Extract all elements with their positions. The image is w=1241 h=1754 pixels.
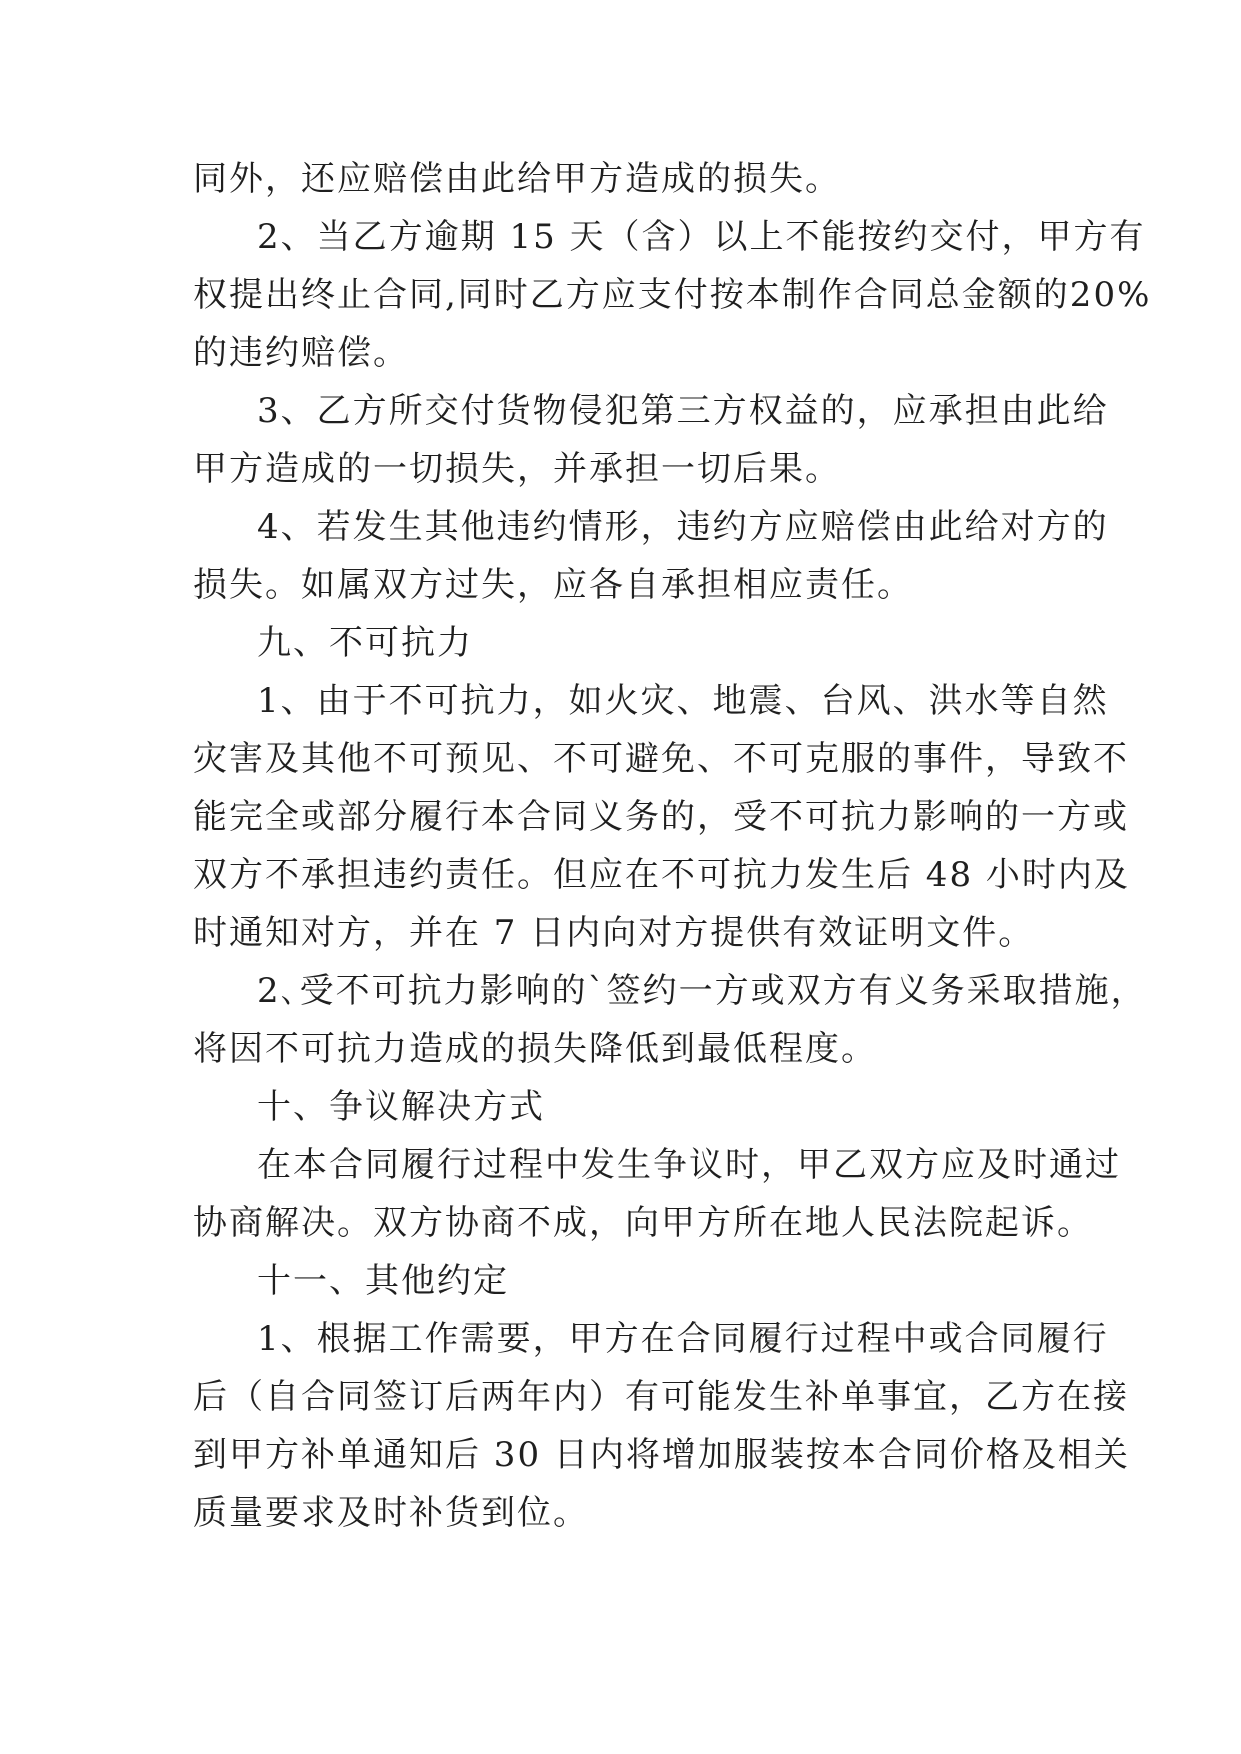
text-line: 能完全或部分履行本合同义务的，受不可抗力影响的一方或 <box>193 797 1129 837</box>
section-heading-9: 九、不可抗力 <box>257 623 473 663</box>
section-heading-11: 十一、其他约定 <box>257 1261 509 1301</box>
text-line: 协商解决。双方协商不成，向甲方所在地人民法院起诉。 <box>193 1203 1093 1243</box>
text-line: 权提出终止合同,同时乙方应支付按本制作合同总金额的20% <box>193 275 1152 315</box>
text-line: 的违约赔偿。 <box>193 333 409 373</box>
clause-8-item-3: 3、乙方所交付货物侵犯第三方权益的，应承担由此给 <box>257 391 1109 431</box>
text-line: 损失。如属双方过失，应各自承担相应责任。 <box>193 565 913 605</box>
text-line: 甲方造成的一切损失，并承担一切后果。 <box>193 449 841 489</box>
clause-8-item-4: 4、若发生其他违约情形，违约方应赔偿由此给对方的 <box>257 507 1109 547</box>
text-line: 时通知对方，并在 7 日内向对方提供有效证明文件。 <box>193 913 1035 953</box>
text-line: 双方不承担违约责任。但应在不可抗力发生后 48 小时内及 <box>193 855 1130 895</box>
text-line: 同外，还应赔偿由此给甲方造成的损失。 <box>193 159 841 199</box>
clause-10-paragraph: 在本合同履行过程中发生争议时，甲乙双方应及时通过 <box>257 1145 1121 1185</box>
section-heading-10: 十、争议解决方式 <box>257 1087 545 1127</box>
clause-8-item-2: 2、当乙方逾期 15 天（含）以上不能按约交付，甲方有 <box>257 217 1146 257</box>
text-line: 后（自合同签订后两年内）有可能发生补单事宜，乙方在接 <box>193 1377 1129 1417</box>
text-line: 质量要求及时补货到位。 <box>193 1493 589 1533</box>
text-line: 灾害及其他不可预见、不可避免、不可克服的事件，导致不 <box>193 739 1129 779</box>
clause-9-item-1: 1、由于不可抗力，如火灾、地震、台风、洪水等自然 <box>257 681 1109 721</box>
text-line: 将因不可抗力造成的损失降低到最低程度。 <box>193 1029 877 1069</box>
document-body <box>193 150 1152 1542</box>
text-line: 到甲方补单通知后 30 日内将增加服装按本合同价格及相关 <box>193 1435 1130 1475</box>
clause-9-item-2: 2､受不可抗力影响的`签约一方或双方有义务采取措施， <box>257 971 1147 1011</box>
clause-11-item-1: 1、根据工作需要，甲方在合同履行过程中或合同履行 <box>257 1319 1109 1359</box>
